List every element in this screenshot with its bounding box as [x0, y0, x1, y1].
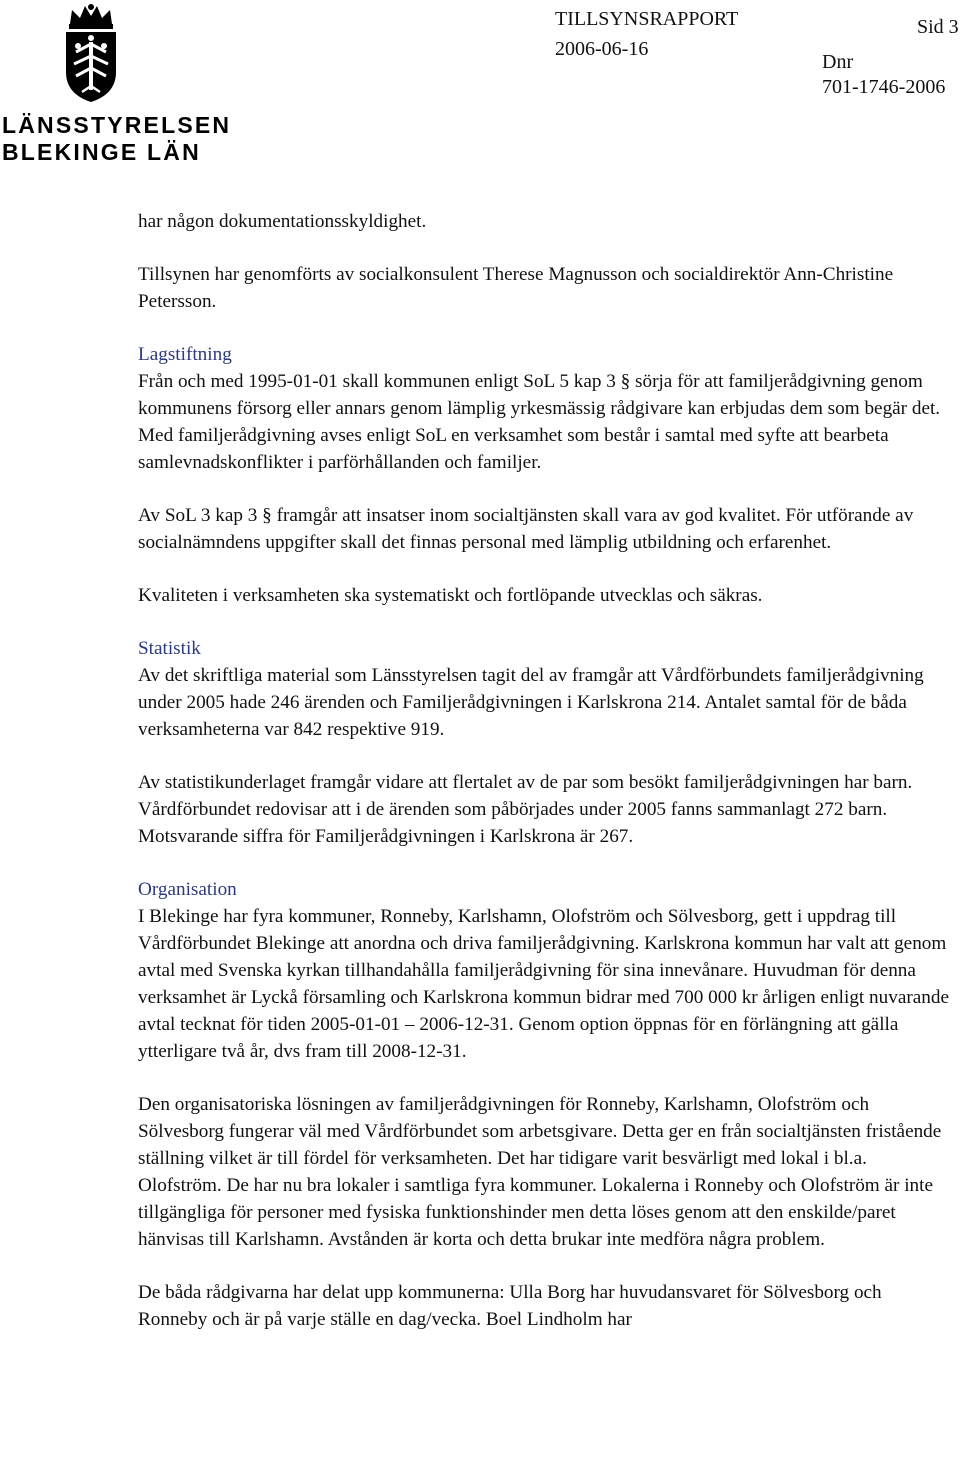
paragraph: Tillsynen har genomförts av socialkonsulent Therese Magnusson och socialdirektör Ann-Christine Petersson. — [138, 264, 894, 312]
paragraph: har någon dokumentationsskyldighet. — [138, 211, 427, 232]
paragraph: I Blekinge har fyra kommuner, Ronneby, Karlshamn, Olofström och Sölvesborg, gett i uppdrag till Vårdförbundet Blekinge att anordna och driva familjerådgivning. Karlskrona kommun har valt att genom avtal med Svenska kyrkan tillhandahålla familjerådgivning för sina innevånare. Huvudman för denna verksamhet är Lyckå församling och Karlskrona kommun bidrar med 700 000 kr årligen enligt nuvarande avtal tecknat för tiden 2005-01-01 – 2006-12-31. Genom option öppnas för en förlängning att gälla ytterligare två år, dvs fram till 2008-12-31. — [138, 906, 949, 1062]
document-date: 2006-06-16 — [555, 38, 649, 60]
coat-of-arms-icon — [58, 2, 124, 104]
paragraph: Från och med 1995-01-01 skall kommunen enligt SoL 5 kap 3 § sörja för att familjerådgivning genom kommunens försorg eller annars genom lämplig yrkesmässig rådgivare kan erbjudas dem som begär det. — [138, 371, 941, 419]
paragraph: Med familjerådgivning avses enligt SoL en verksamhet som består i samtal med syfte att bearbeta samlevnadskonflikter i parförhållanden och familjer. — [138, 425, 889, 473]
paragraph: Den organisatoriska lösningen av familjerådgivningen för Ronneby, Karlshamn, Olofström och Sölvesborg fungerar väl med Vårdförbundet som arbetsgivare. Detta ger en från socialtjänsten fristående ställning vilket är till fördel för verksamheten. Det har tidigare varit besvärligt med lokal i bl.a. Olofström. De har nu bra lokaler i samtliga fyra kommuner. Lokalerna i Ronneby och Olofström är inte tillgängliga för personer med fysiska funktionshinder men detta löses genom att den enskilde/paret hänvisas till Karlshamn. Avstånden är korta och detta brukar inte medföra några problem. — [138, 1094, 942, 1250]
paragraph: Av statistikunderlaget framgår vidare att flertalet av de par som besökt familjerådgivningen har barn. Vårdförbundet redovisar att i de ärenden som påbörjades under 2005 fanns sammanlagt 272 barn. Motsvarande siffra för Familjerådgivningen i Karlskrona är 267. — [138, 772, 913, 847]
document-type: TILLSYNSRAPPORT — [555, 8, 739, 30]
paragraph: Kvaliteten i verksamheten ska systematiskt och fortlöpande utvecklas och säkras. — [138, 585, 763, 606]
logo-line-2: BLEKINGE LÄN — [2, 139, 201, 165]
paragraph: Av det skriftliga material som Länsstyrelsen tagit del av framgår att Vårdförbundets familjerådgivning under 2005 hade 246 ärenden och Familjerådgivningen i Karlskrona 214. Antalet samtal för de båda verksamheterna var 842 respektive 919. — [138, 665, 924, 740]
paragraph: Av SoL 3 kap 3 § framgår att insatser inom socialtjänsten skall vara av god kvalitet. För utförande av socialnämndens uppgifter skall det finnas personal med lämplig utbildning och erfarenhet. — [138, 505, 914, 553]
paragraph: De båda rådgivarna har delat upp kommunerna: Ulla Borg har huvudansvaret för Sölvesborg och Ronneby och är på varje ställe en dag/vecka. Boel Lindholm har — [138, 1282, 882, 1330]
document-body — [138, 208, 950, 1359]
section-heading-statistik: Statistik — [138, 638, 201, 659]
dnr-label: Dnr — [822, 51, 854, 73]
lansstyrelsen-logo — [0, 0, 232, 170]
page-number: Sid 3 — [917, 16, 959, 38]
dnr-value: 701-1746-2006 — [822, 76, 946, 98]
logo-line-1: LÄNSSTYRELSEN — [2, 112, 232, 138]
section-heading-lagstiftning: Lagstiftning — [138, 344, 232, 365]
section-heading-organisation: Organisation — [138, 879, 237, 900]
